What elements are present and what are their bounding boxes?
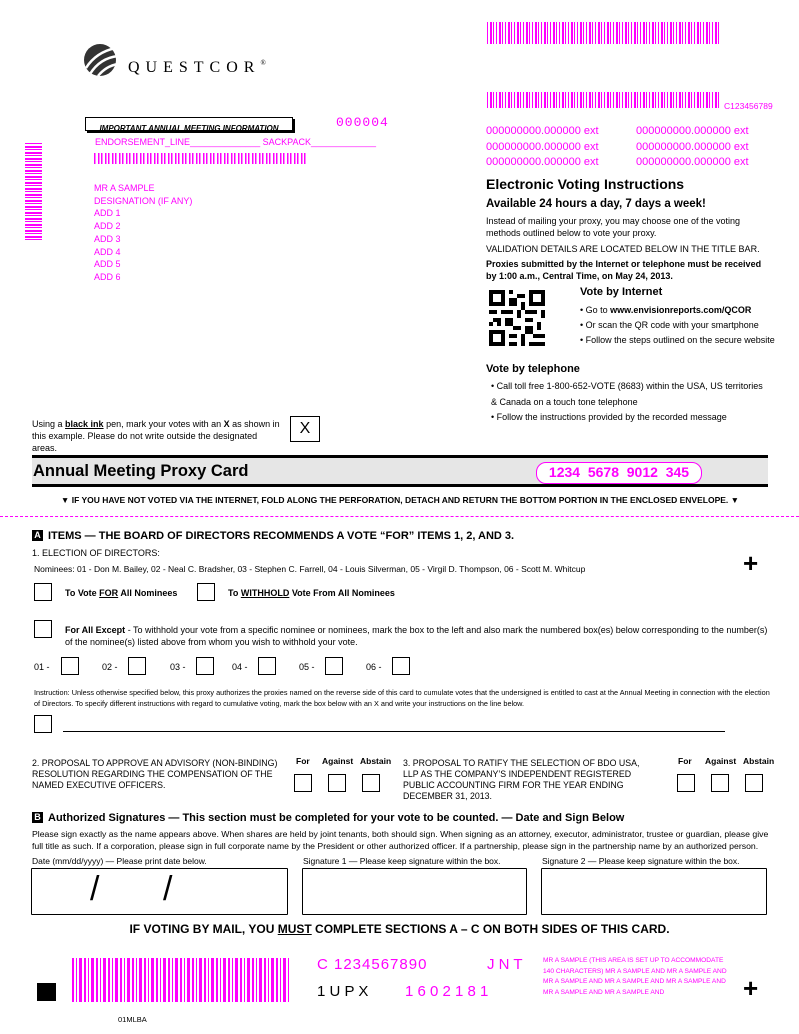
ink-x: X bbox=[223, 419, 230, 429]
footer-sample-text: MR A SAMPLE (THIS AREA IS SET UP TO ACCOMMODATE 140 CHARACTERS) MR A SAMPLE AND MR A SAMPLE AND MR A SAMPLE AND MR A SAMPLE AND MR A SAMPLE AND MR A SAMPLE AND MR A SAMPLE AND bbox=[543, 957, 727, 996]
address-line: DESIGNATION (IF ANY) bbox=[94, 195, 193, 206]
example-mark-box bbox=[290, 416, 320, 442]
signature-2-label: Signature 2 — Please keep signature within the box. bbox=[542, 856, 740, 866]
ext-line: 000000000.000000 ext bbox=[636, 125, 749, 137]
vote-for-emphasis: FOR bbox=[99, 588, 119, 598]
cumulative-voting-checkbox[interactable] bbox=[34, 715, 52, 733]
section-a-title: ITEMS — THE BOARD OF DIRECTORS RECOMMENDS A VOTE “FOR” ITEMS 1, 2, AND 3. bbox=[48, 530, 515, 542]
date-slash: / bbox=[163, 870, 173, 908]
bottom-barcode bbox=[72, 958, 289, 1002]
ext-line: 000000000.000000 ext bbox=[636, 140, 749, 153]
for-all-except-text bbox=[65, 624, 770, 648]
black-registration-square bbox=[37, 983, 56, 1001]
signature-1-label: Signature 1 — Please keep signature within the box. bbox=[303, 856, 501, 866]
section-b-letter: B bbox=[32, 812, 43, 823]
down-arrow-icon: ▼ bbox=[60, 495, 72, 505]
fold-instruction bbox=[60, 494, 740, 506]
withhold-text: To bbox=[228, 588, 241, 598]
phone-step: • Call toll free 1-800-652-VOTE (8683) within the USA, US territories & Canada on a touch tone telephone bbox=[491, 381, 763, 407]
proposal-3-col-for: For bbox=[678, 756, 692, 766]
nominee-number: 01 - bbox=[34, 662, 50, 672]
ink-instruction bbox=[32, 418, 282, 454]
proposal-3-abstain-checkbox[interactable] bbox=[745, 774, 763, 792]
important-label: IMPORTANT ANNUAL MEETING INFORMATION bbox=[99, 124, 279, 133]
proposal-3-col-abstain: Abstain bbox=[743, 756, 775, 766]
validation-note: VALIDATION DETAILS ARE LOCATED BELOW IN THE TITLE BAR. bbox=[486, 244, 760, 254]
example-mark: X bbox=[299, 420, 311, 437]
date-input-box[interactable] bbox=[31, 868, 288, 915]
proposal-2-abstain-checkbox[interactable] bbox=[362, 774, 380, 792]
proposal-2-text: 2. PROPOSAL TO APPROVE AN ADVISORY (NON-BINDING) RESOLUTION REGARDING THE COMPENSATION OF THE NAMED EXECUTIVE OFFICERS. bbox=[32, 758, 278, 790]
for-all-except-label: For All Except bbox=[65, 625, 126, 635]
electronic-voting-title: Electronic Voting Instructions bbox=[486, 176, 685, 192]
withhold-all-checkbox[interactable] bbox=[197, 583, 215, 601]
footer-jnt: J N T bbox=[487, 956, 523, 973]
section-b-title: Authorized Signatures — This section must be completed for your vote to be counted. — Date and Sign Below bbox=[48, 812, 625, 824]
ext-line: 000000000.000000 ext bbox=[486, 140, 599, 153]
nominee-number: 04 - bbox=[232, 662, 248, 672]
ext-line: 000000000.000000 ext bbox=[636, 156, 749, 168]
withhold-text: Vote From All Nominees bbox=[289, 588, 395, 598]
signature-2-box[interactable] bbox=[541, 868, 767, 915]
nominee-number: 05 - bbox=[299, 662, 315, 672]
electronic-voting-intro: Instead of mailing your proxy, you may choose one of the voting methods outlined below to vote your proxy. bbox=[486, 216, 740, 238]
nominee-checkbox-05[interactable] bbox=[325, 657, 343, 675]
fold-instruction-text: IF YOU HAVE NOT VOTED VIA THE INTERNET, FOLD ALONG THE PERFORATION, DETACH AND RETURN THE BOTTOM PORTION IN THE ENCLOSED ENVELOPE. bbox=[71, 495, 729, 505]
qr-code-icon bbox=[489, 290, 545, 346]
election-label: 1. ELECTION OF DIRECTORS: bbox=[32, 548, 160, 558]
top-barcode bbox=[487, 22, 719, 44]
postal-barcode bbox=[94, 153, 308, 164]
important-label-box bbox=[85, 117, 293, 131]
proposal-3-against-checkbox[interactable] bbox=[711, 774, 729, 792]
address-line: ADD 4 bbox=[94, 246, 121, 257]
cumulative-instruction-line[interactable] bbox=[63, 731, 725, 732]
footer-plus-mark: + bbox=[743, 973, 759, 1003]
down-arrow-icon: ▼ bbox=[728, 495, 740, 505]
company-name-text: QUESTCOR bbox=[128, 59, 261, 76]
proposal-2-col-for: For bbox=[296, 756, 310, 766]
proposal-3-for-checkbox[interactable] bbox=[677, 774, 695, 792]
card-title: Annual Meeting Proxy Card bbox=[33, 462, 249, 480]
address-line: MR A SAMPLE bbox=[94, 183, 155, 193]
section-a-heading bbox=[32, 530, 514, 542]
ink-text: Using a bbox=[32, 419, 66, 429]
date-label: Date (mm/dd/yyyy) — Please print date below. bbox=[32, 856, 207, 866]
proposal-2-col-abstain: Abstain bbox=[360, 756, 392, 766]
phone-step: • Follow the instructions provided by the recorded message bbox=[491, 412, 727, 422]
vote-by-internet bbox=[580, 286, 790, 348]
ink-text: as shown in this example. Please do not write outside the designated areas. bbox=[32, 419, 280, 453]
endorsement-line: ENDORSEMENT_LINE______________ SACKPACK_____________ bbox=[95, 137, 377, 147]
internet-go-text: • Go to bbox=[580, 305, 611, 315]
address-line: ADD 5 bbox=[94, 259, 121, 270]
nominee-number: 03 - bbox=[170, 662, 186, 672]
electronic-voting-subtitle: Available 24 hours a day, 7 days a week! bbox=[486, 198, 706, 210]
plus-mark: + bbox=[743, 548, 759, 578]
nominee-checkbox-04[interactable] bbox=[258, 657, 276, 675]
control-number: 1234 5678 9012 345 bbox=[536, 462, 702, 484]
ext-line: 000000000.000000 ext bbox=[486, 125, 599, 137]
electronic-voting-section bbox=[486, 175, 772, 282]
cumulative-instruction: Instruction: Unless otherwise specified below, this proxy authorizes the proxies named on the reverse side of this card to cumulate votes that the undersigned is entitled to cast at the Annual Meeting in connection with the election of Directors. To specify different instructions with regard to cumulative voting, mark the box below with an X and write your instructions on the line below. bbox=[34, 688, 770, 708]
internet-step: • Follow the steps outlined on the secure website bbox=[580, 335, 775, 345]
proposal-2-against-checkbox[interactable] bbox=[328, 774, 346, 792]
address-line: ADD 2 bbox=[94, 221, 121, 232]
company-name bbox=[128, 59, 266, 77]
sequence-number: 000004 bbox=[336, 115, 389, 130]
address-line: ADD 1 bbox=[94, 208, 121, 219]
nominee-number: 02 - bbox=[102, 662, 118, 672]
form-code: 01MLBA bbox=[118, 1015, 147, 1024]
nominee-checkbox-row bbox=[34, 657, 434, 677]
date-slash: / bbox=[90, 870, 100, 908]
section-b-heading bbox=[32, 812, 624, 824]
vote-by-telephone bbox=[486, 363, 776, 426]
deadline-note: Proxies submitted by the Internet or telephone must be received by 1:00 a.m., Central Time, on May 24, 2013. bbox=[486, 259, 762, 281]
mailing-address bbox=[94, 182, 192, 284]
mail-must: MUST bbox=[277, 922, 312, 936]
ink-text: pen, mark your votes with an bbox=[103, 419, 224, 429]
address-line: ADD 3 bbox=[94, 233, 121, 244]
withhold-all-label bbox=[228, 587, 395, 599]
footer-account: C 1234567890 bbox=[317, 956, 428, 973]
withhold-emphasis: WITHHOLD bbox=[240, 588, 290, 598]
account-barcode bbox=[487, 92, 719, 108]
mail-instruction-text: IF VOTING BY MAIL, YOU bbox=[129, 922, 278, 936]
vote-for-text: To Vote bbox=[65, 588, 100, 598]
nominee-number: 06 - bbox=[366, 662, 382, 672]
questcor-logo-icon bbox=[82, 42, 120, 78]
perforation-line bbox=[0, 516, 799, 517]
proposal-2-col-against: Against bbox=[322, 756, 354, 766]
internet-step: • Or scan the QR code with your smartphone bbox=[580, 320, 759, 330]
nominees-list: Nominees: 01 - Don M. Bailey, 02 - Neal C. Bradsher, 03 - Stephen C. Farrell, 04 - Louis Silverman, 05 - Virgil D. Thompson, 06 - Scott M. Whitcup bbox=[34, 564, 586, 574]
nominee-checkbox-06[interactable] bbox=[392, 657, 410, 675]
proposal-2-for-checkbox[interactable] bbox=[294, 774, 312, 792]
for-all-except-instruction: - To withhold your vote from a specific nominee or nominees, mark the box to the left and also mark the numbered box(es) below corresponding to the number(s) of the nominee(s) listed above from whom you wish to withhold your vote. bbox=[65, 625, 768, 647]
vote-by-internet-title: Vote by Internet bbox=[580, 286, 663, 298]
mail-instruction-text: COMPLETE SECTIONS A – C ON BOTH SIDES OF THIS CARD. bbox=[311, 922, 670, 936]
ext-lines bbox=[486, 124, 749, 171]
signature-1-box[interactable] bbox=[302, 868, 527, 915]
vote-for-all-checkbox[interactable] bbox=[34, 583, 52, 601]
mail-instruction bbox=[0, 922, 799, 936]
vote-for-text: All Nominees bbox=[118, 588, 178, 598]
vote-for-all-label bbox=[65, 587, 177, 599]
footer-code: 1 6 0 2 1 8 1 bbox=[405, 983, 489, 1000]
proposal-3-text: 3. PROPOSAL TO RATIFY THE SELECTION OF BDO USA, LLP AS THE COMPANY’S INDEPENDENT REGISTERED PUBLIC ACCOUNTING FIRM FOR THE YEAR ENDING DECEMBER 31, 2013. bbox=[403, 758, 640, 801]
ext-line: 000000000.000000 ext bbox=[486, 156, 599, 168]
proposal-3-col-against: Against bbox=[705, 756, 737, 766]
vote-by-telephone-title: Vote by telephone bbox=[486, 363, 580, 375]
ink-black-ink: black ink bbox=[65, 419, 104, 429]
for-all-except-checkbox[interactable] bbox=[34, 620, 52, 638]
nominee-checkbox-01[interactable] bbox=[61, 657, 79, 675]
nominee-checkbox-02[interactable] bbox=[128, 657, 146, 675]
side-barcode bbox=[25, 143, 42, 241]
signature-instructions: Please sign exactly as the name appears above. When shares are held by joint tenants, both should sign. When signing as an attorney, executor, administrator, trustee or guardian, please give full title as such. If a corporation, please sign in full corporate name by the President or other authorized officer. If a partnership, please sign in the partnership name by an authorized person. bbox=[32, 829, 769, 851]
nominee-checkbox-03[interactable] bbox=[196, 657, 214, 675]
vote-url-link[interactable]: www.envisionreports.com/QCOR bbox=[610, 305, 752, 315]
section-a-letter: A bbox=[32, 530, 43, 541]
account-code: C123456789 bbox=[724, 101, 773, 111]
registered-mark: ® bbox=[260, 59, 266, 67]
footer-upx: 1 U P X bbox=[317, 983, 369, 1000]
address-line: ADD 6 bbox=[94, 271, 121, 282]
